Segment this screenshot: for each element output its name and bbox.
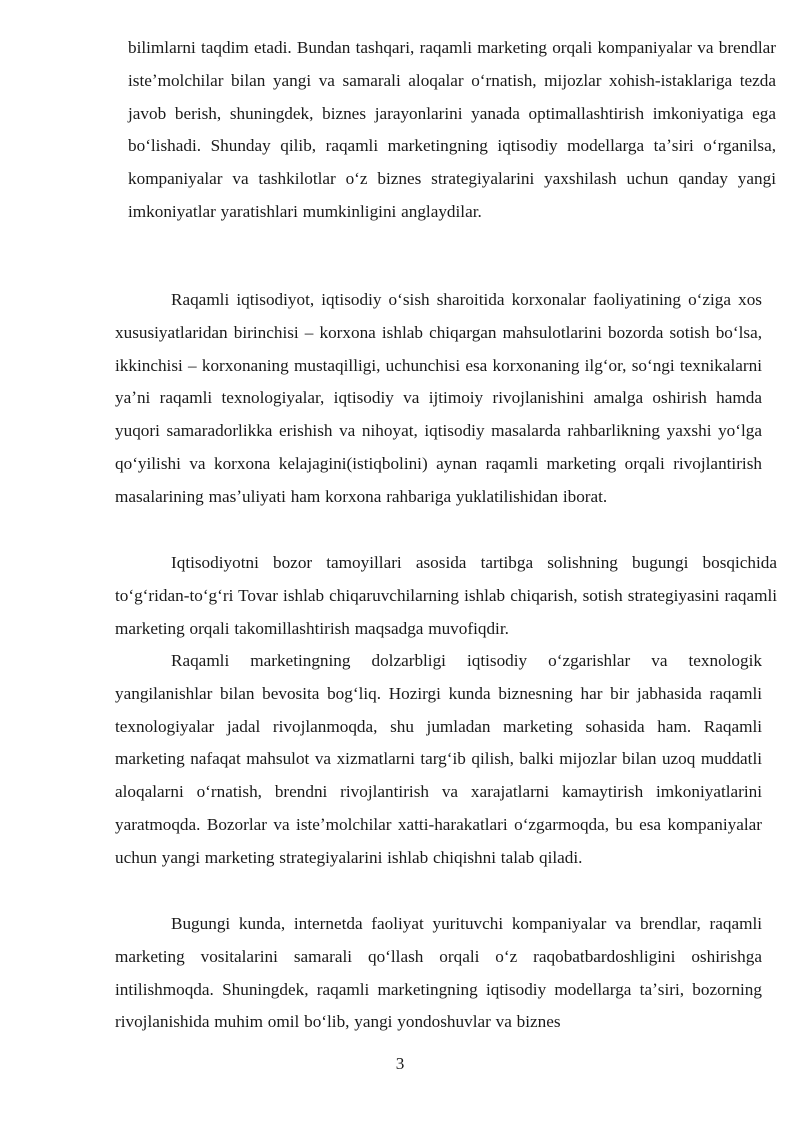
paragraph-market-regulation: Iqtisodiyotni bozor tamoyillari asosida tartibga solishning bugungi bosqichida toʻgʻridan-toʻgʻri Tovar ishlab chiqaruvchilarning ishlab chiqarish, sotish strategiyasini raqamli marketing orqali takomillashtirish maqsadga muvofiqdir. <box>115 553 777 638</box>
paragraph-digital-economy: Raqamli iqtisodiyot, iqtisodiy oʻsish sharoitida korxonalar faoliyatining oʻziga xos xususiyatlaridan birinchisi – korxona ishlab chiqargan mahsulotlarini bozorda sotish boʻlsa, ikkinchisi – korxonaning mustaqilligi, uchunchisi esa korxonaning ilgʻor, soʻngi texnikalarni yaʼni raqamli texnologiyalar, iqtisodiy va ijtimoiy rivojlanishini amalga oshirish hamda yuqori samaradorlikka erishish va nihoyat, iqtisodiy masalarda rahbarlikning yaxshi yoʻlga qoʻyilishi va korxona kelajagini(istiqbolini) aynan raqamli marketing orqali rivojlantirish masalarining masʼuliyati ham korxona rahbariga yuklatilishidan iborat. <box>115 290 762 506</box>
paragraph-digital-marketing-relevance: Raqamli marketingning dolzarbligi iqtisodiy oʻzgarishlar va texnologik yangilanishlar bilan bevosita bogʻliq. Hozirgi kunda biznesning har bir jabhasida raqamli texnologiyalar jadal rivojlanmoqda, shu jumladan marketing sohasida ham. Raqamli marketing nafaqat mahsulot va xizmatlarni targʻib qilish, balki mijozlar bilan uzoq muddatli aloqalarni oʻrnatish, brendni rivojlantirish va xarajatlarni kamaytirish imkoniyatlarini yaratmoqda. Bozorlar va isteʼmolchilar xatti-harakatlari oʻzgarmoqda, bu esa kompaniyalar uchun yangi marketing strategiyalarini ishlab chiqishni talab qiladi. <box>115 651 762 867</box>
page-number: 3 <box>395 1054 405 1073</box>
paragraph-continuation: bilimlarni taqdim etadi. Bundan tashqari, raqamli marketing orqali kompaniyalar va brendlar isteʼmolchilar bilan yangi va samarali aloqalar oʻrnatish, mijozlar xohish-istaklariga tezda javob berish, shuningdek, biznes jarayonlarini yanada optimallashtirish imkoniyatiga ega boʻlishadi. Shunday qilib, raqamli marketingning iqtisodiy modellarga taʼsiri oʻrganilsa, kompaniyalar va tashkilotlar oʻz biznes strategiyalarini yaxshilash uchun qanday yangi imkoniyatlar yaratishlari mumkinligini anglaydilar. <box>128 38 776 221</box>
paragraph-online-companies: Bugungi kunda, internetda faoliyat yurituvchi kompaniyalar va brendlar, raqamli marketing vositalarini samarali qoʻllash orqali oʻz raqobatbardoshligini oshirishga intilishmoqda. Shuningdek, raqamli marketingning iqtisodiy modellarga taʼsiri, bozorning rivojlanishida muhim omil boʻlib, yangi yondoshuvlar va biznes <box>115 914 762 1032</box>
